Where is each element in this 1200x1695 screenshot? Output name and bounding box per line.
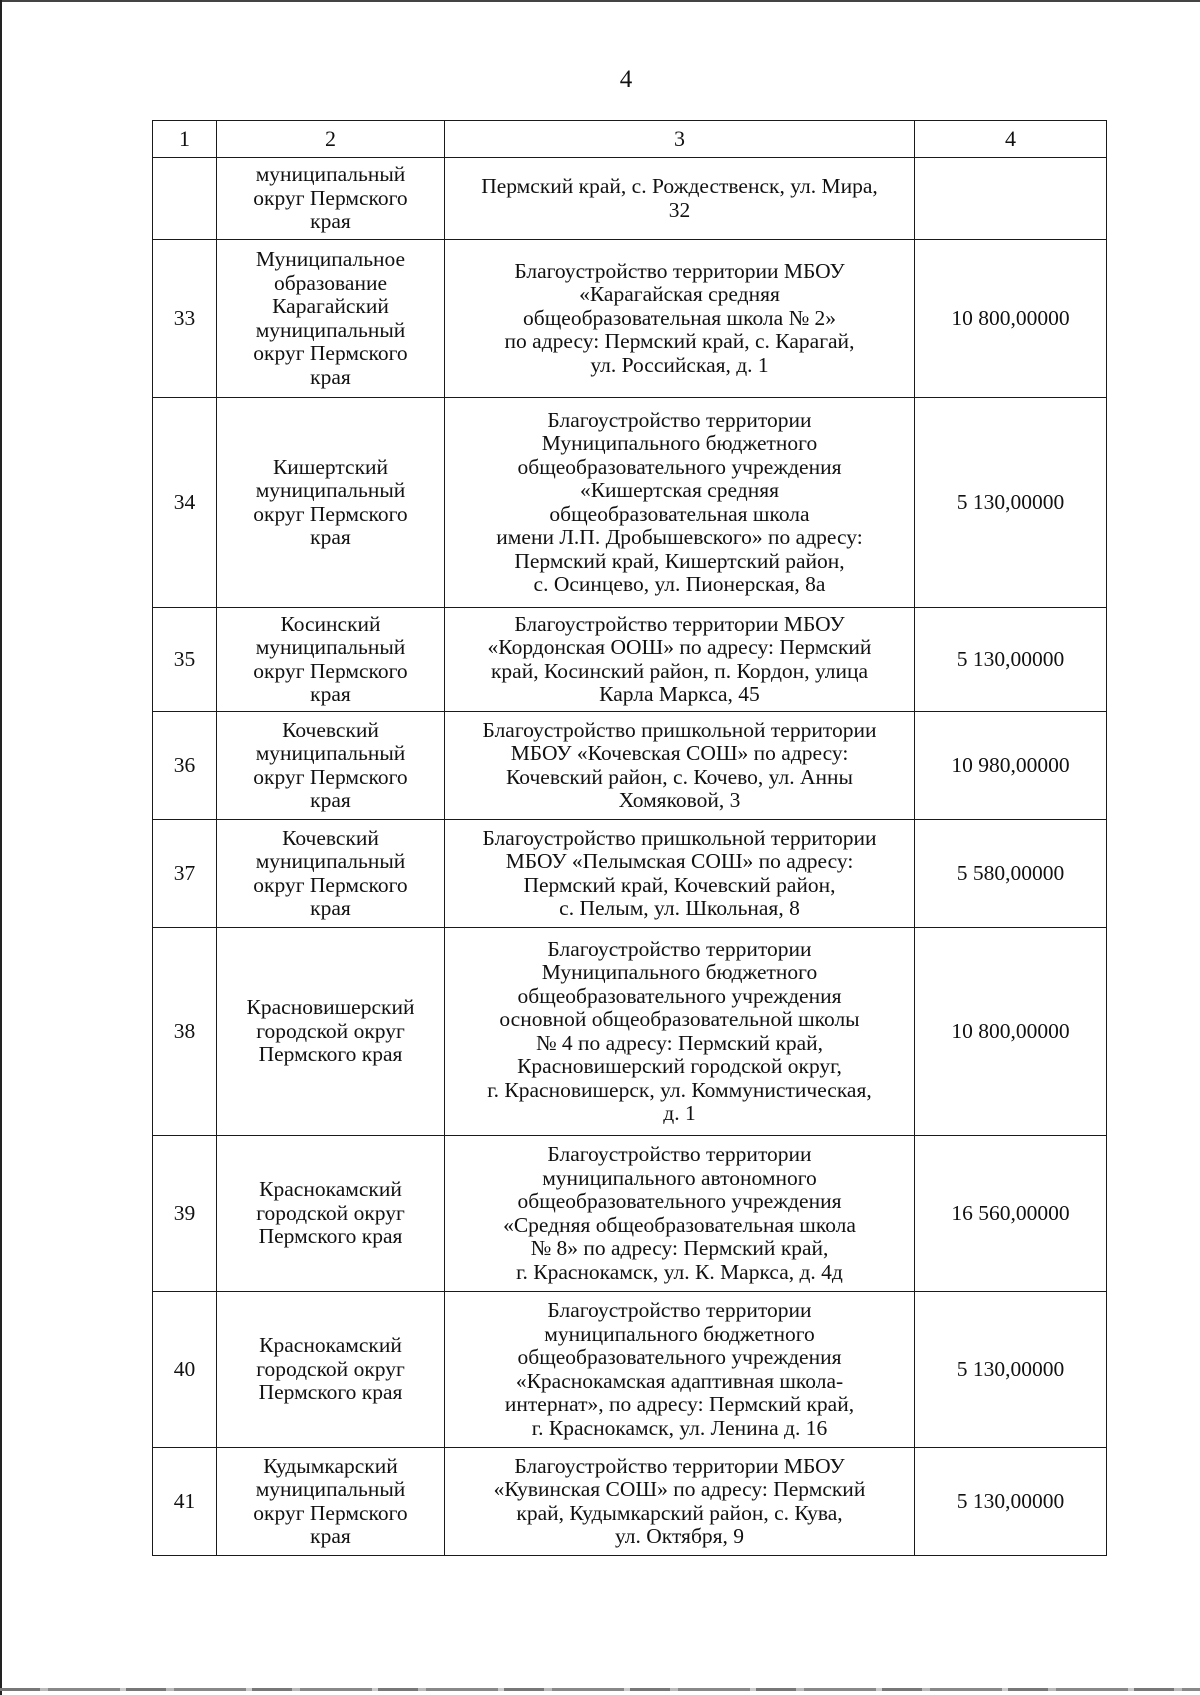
- municipality-line: Краснокамский: [259, 1177, 402, 1202]
- municipality-line: округ Пермского: [253, 501, 408, 526]
- header-col-3: 3: [445, 121, 915, 158]
- municipality-line: Кочевский: [282, 717, 379, 742]
- cell-row-number: 36: [153, 712, 217, 820]
- description-line: интернат», по адресу: Пермский край,: [504, 1392, 855, 1416]
- table-row: [153, 820, 1107, 928]
- description-line: Муниципального бюджетного: [541, 960, 818, 984]
- municipality-line: Кочевский: [282, 825, 379, 850]
- cell-row-number: 40: [153, 1292, 217, 1448]
- description-line: муниципального бюджетного: [544, 1321, 815, 1346]
- municipality-line: Муниципальное: [255, 247, 406, 271]
- cell-row-number: 39: [153, 1136, 217, 1292]
- municipality-line: городской округ: [256, 1356, 405, 1381]
- cell-municipality: [217, 1292, 445, 1448]
- header-col-2: 2: [217, 121, 445, 158]
- cell-description: [445, 1136, 915, 1292]
- description-line: Пермский край, Кочевский район,: [523, 872, 836, 897]
- description-line: имени Л.П. Дробышевского» по адресу:: [496, 525, 863, 549]
- cell-municipality: [217, 1448, 445, 1556]
- cell-municipality: [217, 608, 445, 712]
- cell-description: [445, 820, 915, 928]
- municipality-line: края: [310, 682, 351, 706]
- municipality-line: муниципальный: [255, 478, 406, 502]
- cell-municipality: [217, 712, 445, 820]
- cell-row-number: 34: [153, 398, 217, 608]
- page-number: 4: [619, 66, 633, 93]
- description-line: «Карагайская средняя: [579, 282, 780, 307]
- description-line: Красновишерский городской округ,: [517, 1054, 842, 1078]
- cell-amount: 5 130,00000: [915, 1448, 1107, 1556]
- municipality-line: муниципальный: [255, 1477, 406, 1501]
- description-line: Благоустройство пришкольной территории: [482, 825, 877, 850]
- municipality-line: Пермского края: [258, 1380, 403, 1405]
- municipality-line: Карагайский: [272, 294, 389, 318]
- description-line: Пермский край, Кишертский район,: [514, 548, 845, 573]
- cell-description: [445, 712, 915, 820]
- cell-row-number: 38: [153, 928, 217, 1136]
- table-body: [153, 158, 1107, 1556]
- description-line: г. Краснокамск, ул. Ленина д. 16: [531, 1415, 828, 1440]
- scan-border-top: [0, 0, 1200, 2]
- municipality-line: городской округ: [256, 1200, 405, 1225]
- header-col-1: 1: [153, 121, 217, 158]
- cell-amount: 10 800,00000: [915, 240, 1107, 398]
- cell-description: [445, 158, 915, 240]
- description-line: МБОУ «Пелымская СОШ» по адресу:: [505, 849, 854, 873]
- table-row: [153, 712, 1107, 820]
- description-line: «Кувинская СОШ» по адресу: Пермский: [493, 1477, 866, 1501]
- description-line: г. Краснокамск, ул. К. Маркса, д. 4д: [516, 1259, 843, 1284]
- municipality-line: Пермского края: [258, 1042, 403, 1067]
- description-line: «Кишертская средняя: [579, 478, 780, 502]
- cell-row-number: 41: [153, 1448, 217, 1556]
- cell-municipality: [217, 240, 445, 398]
- municipality-line: края: [310, 896, 351, 920]
- municipality-line: края: [310, 525, 351, 549]
- municipality-line: образование: [273, 270, 388, 295]
- description-line: «Средняя общеобразовательная школа: [503, 1212, 856, 1237]
- cell-amount: 5 580,00000: [915, 820, 1107, 928]
- cell-amount: 16 560,00000: [915, 1136, 1107, 1292]
- cell-amount: 5 130,00000: [915, 398, 1107, 608]
- description-line: муниципального автономного: [542, 1165, 817, 1190]
- description-line: ул. Российская, д. 1: [590, 352, 769, 377]
- description-line: № 8» по адресу: Пермский край,: [530, 1236, 829, 1260]
- cell-municipality: [217, 158, 445, 240]
- municipality-line: края: [310, 788, 351, 812]
- cell-row-number: 37: [153, 820, 217, 928]
- municipality-line: края: [310, 1524, 351, 1548]
- scan-border-bottom: [0, 1688, 1200, 1691]
- municipality-line: муниципальный: [255, 162, 406, 187]
- municipality-line: Кудымкарский: [263, 1453, 398, 1478]
- description-line: Кочевский район, с. Кочево, ул. Анны: [506, 764, 853, 789]
- description-line: Благоустройство территории: [547, 1298, 812, 1322]
- cell-description: [445, 1448, 915, 1556]
- header-row: [153, 121, 1107, 158]
- description-line: Благоустройство территории: [547, 407, 812, 432]
- municipality-line: городской округ: [256, 1018, 405, 1043]
- description-line: с. Пелым, ул. Школьная, 8: [559, 896, 800, 920]
- cell-amount: 5 130,00000: [915, 608, 1107, 712]
- description-line: основной общеобразовательной школы: [499, 1007, 860, 1031]
- description-line: Благоустройство территории: [547, 1142, 812, 1166]
- description-line: г. Красновишерск, ул. Коммунистическая,: [487, 1077, 872, 1102]
- subsidy-table: [152, 120, 1107, 1556]
- description-line: общеобразовательная школа № 2»: [523, 305, 836, 330]
- description-line: край, Кудымкарский район, с. Кува,: [516, 1500, 843, 1525]
- municipality-line: округ Пермского: [253, 341, 408, 365]
- description-line: ул. Октября, 9: [614, 1524, 745, 1548]
- description-line: № 4 по адресу: Пермский край,: [535, 1030, 824, 1055]
- cell-description: [445, 928, 915, 1136]
- cell-description: [445, 1292, 915, 1448]
- description-line: общеобразовательного учреждения: [517, 1345, 842, 1369]
- cell-row-number: 33: [153, 240, 217, 398]
- description-line: «Краснокамская адаптивная школа-: [515, 1368, 844, 1393]
- municipality-line: края: [310, 364, 351, 389]
- scan-border-left: [0, 0, 2, 1695]
- municipality-line: Косинский: [280, 611, 381, 636]
- municipality-line: муниципальный: [255, 849, 406, 873]
- table-row: [153, 1448, 1107, 1556]
- table-row: [153, 928, 1107, 1136]
- municipality-line: округ Пермского: [253, 658, 408, 683]
- table-row: [153, 1136, 1107, 1292]
- municipality-line: Красновишерский: [246, 995, 415, 1020]
- description-line: Муниципального бюджетного: [541, 431, 818, 455]
- description-line: 32: [668, 197, 691, 222]
- municipality-line: Пермского края: [258, 1224, 403, 1249]
- description-line: край, Косинский район, п. Кордон, улица: [490, 658, 869, 683]
- table-header: [153, 121, 1107, 158]
- cell-municipality: [217, 928, 445, 1136]
- municipality-line: Кишертский: [272, 454, 389, 479]
- table-row-continuation: [153, 158, 1107, 240]
- cell-municipality: [217, 398, 445, 608]
- municipality-line: Краснокамский: [259, 1333, 402, 1358]
- description-line: Пермский край, с. Рождественск, ул. Мира,: [481, 174, 878, 198]
- description-line: Благоустройство территории МБОУ: [514, 1453, 845, 1478]
- description-line: по адресу: Пермский край, с. Карагай,: [504, 329, 855, 354]
- description-line: д. 1: [663, 1101, 696, 1125]
- municipality-line: муниципальный: [255, 741, 406, 765]
- cell-description: [445, 608, 915, 712]
- header-col-4: 4: [915, 121, 1107, 158]
- description-line: общеобразовательного учреждения: [517, 454, 842, 479]
- description-line: Благоустройство территории МБОУ: [514, 611, 845, 636]
- municipality-line: округ Пермского: [253, 872, 408, 897]
- table-row: [153, 608, 1107, 712]
- cell-amount: 10 980,00000: [915, 712, 1107, 820]
- cell-amount: 5 130,00000: [915, 1292, 1107, 1448]
- description-line: Благоустройство территории: [547, 936, 812, 961]
- description-line: общеобразовательного учреждения: [517, 1189, 842, 1213]
- description-line: Благоустройство пришкольной территории: [482, 717, 877, 742]
- cell-amount: 10 800,00000: [915, 928, 1107, 1136]
- description-line: с. Осинцево, ул. Пионерская, 8а: [533, 572, 826, 596]
- cell-description: [445, 240, 915, 398]
- description-line: Хомяковой, 3: [618, 788, 741, 812]
- cell-municipality: [217, 820, 445, 928]
- municipality-line: округ Пермского: [253, 1500, 408, 1525]
- municipality-line: округ Пермского: [253, 764, 408, 789]
- table-row: [153, 240, 1107, 398]
- municipality-line: округ Пермского: [253, 185, 408, 210]
- cell-amount: [915, 158, 1107, 240]
- cell-description: [445, 398, 915, 608]
- municipality-line: муниципальный: [255, 317, 406, 342]
- description-line: общеобразовательная школа: [549, 501, 810, 526]
- cell-municipality: [217, 1136, 445, 1292]
- municipality-line: муниципальный: [255, 635, 406, 659]
- description-line: «Кордонская ООШ» по адресу: Пермский: [487, 635, 872, 659]
- table-row: [153, 1292, 1107, 1448]
- description-line: Карла Маркса, 45: [599, 682, 760, 706]
- description-line: МБОУ «Кочевская СОШ» по адресу:: [510, 741, 849, 765]
- table-row: [153, 398, 1107, 608]
- description-line: Благоустройство территории МБОУ: [514, 258, 845, 283]
- municipality-line: края: [310, 209, 351, 234]
- cell-row-number: 35: [153, 608, 217, 712]
- cell-row-number: [153, 158, 217, 240]
- description-line: общеобразовательного учреждения: [517, 983, 842, 1008]
